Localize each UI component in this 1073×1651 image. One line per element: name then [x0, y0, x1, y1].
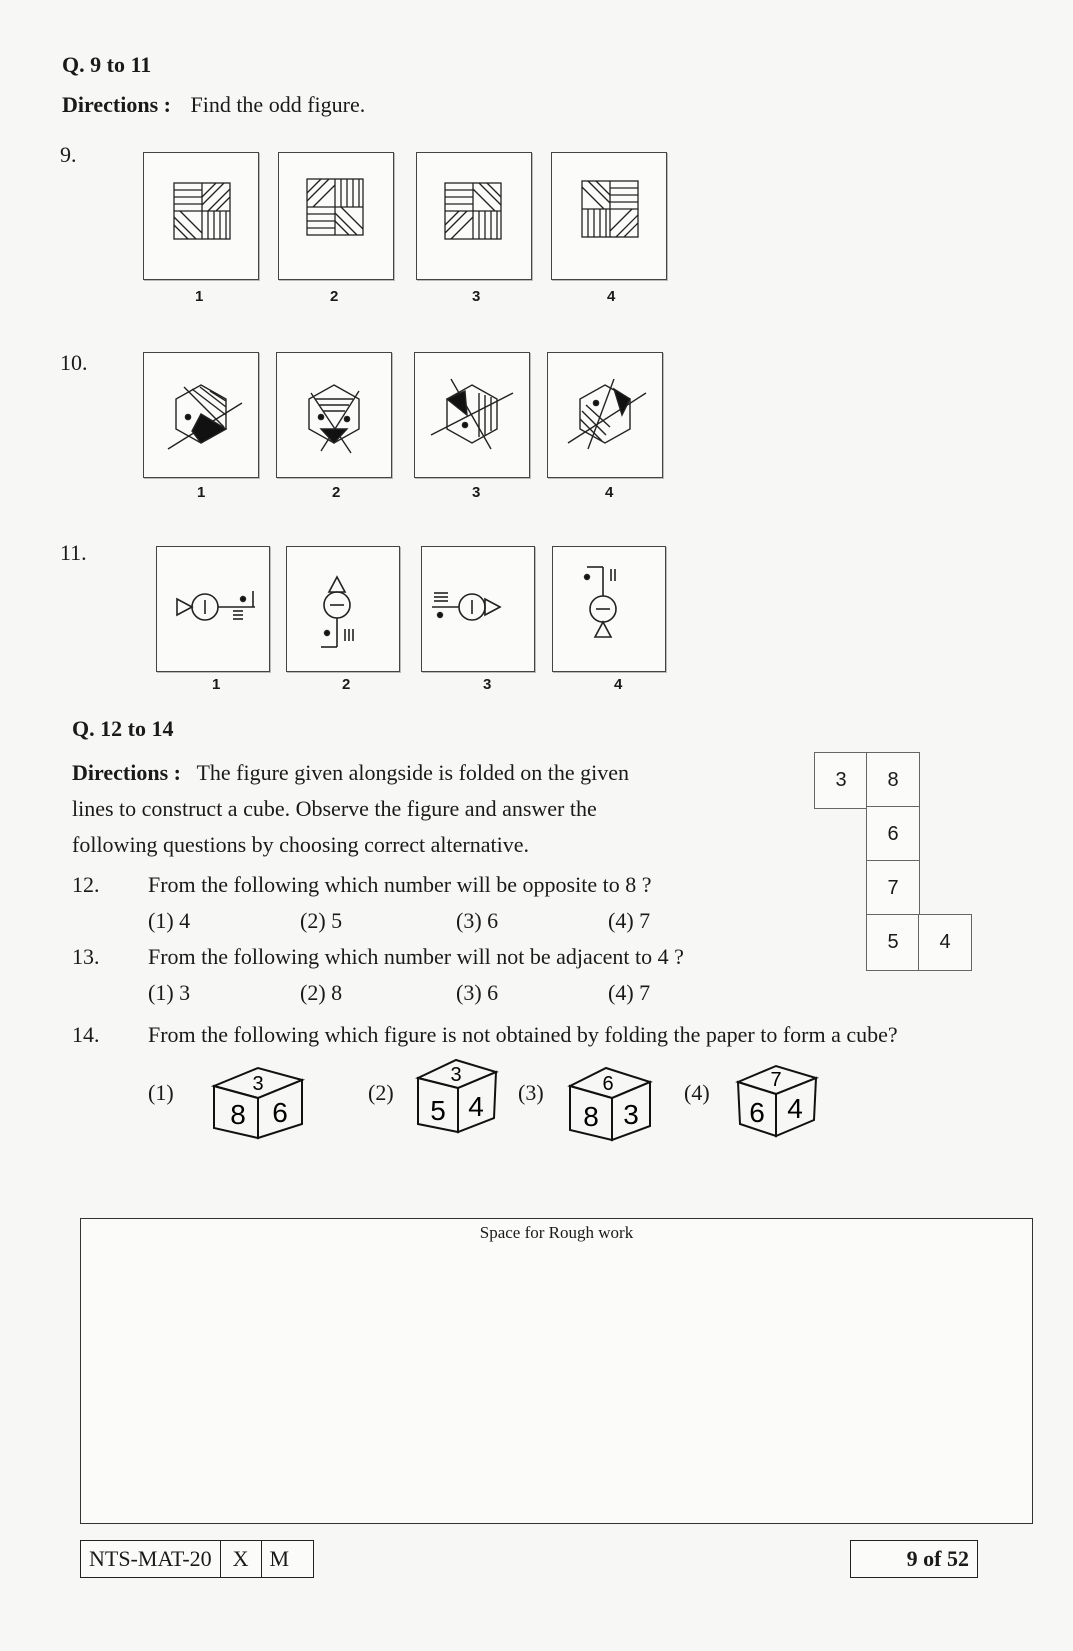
section-heading-9-11: Q. 9 to 11: [62, 52, 152, 77]
q14-option-3-label[interactable]: (3): [518, 1080, 544, 1105]
q12-number: 12.: [72, 872, 100, 897]
q11-label-1: 1: [212, 676, 221, 693]
net-cell-8: 8: [866, 752, 920, 809]
q11-number: 11.: [60, 540, 87, 565]
directions-line1-text: The figure given alongside is folded on the given: [196, 760, 630, 785]
q14-cube-4-top: 7: [770, 1069, 782, 1091]
directions-9-11: [62, 92, 365, 118]
rough-work-label: Space for Rough work: [479, 1223, 634, 1242]
page-number: 9 of 52: [906, 1546, 969, 1571]
directions-label: Directions :: [62, 92, 171, 117]
q14-option-2-label[interactable]: (2): [368, 1080, 394, 1105]
q10-number: 10.: [60, 350, 88, 375]
q10-label-3: 3: [472, 484, 481, 501]
net-cell-6: 6: [866, 806, 920, 863]
q14-option-1-label[interactable]: (1): [148, 1080, 174, 1105]
footer-code: NTS-MAT-20: [81, 1541, 221, 1577]
q14-cube-3-front: 8: [583, 1101, 599, 1132]
q14-cube-1-side: 6: [272, 1097, 288, 1128]
q10-figure-2: [276, 352, 392, 478]
q10-label-1: 1: [197, 484, 206, 501]
q9-number: 9.: [60, 142, 77, 167]
q13-text: From the following which number will not be adjacent to 4 ?: [148, 944, 684, 969]
directions-label-2: Directions :: [72, 760, 181, 785]
q9-figure-2: [278, 152, 394, 280]
q10-figure-1: [143, 352, 259, 478]
net-cell-7: 7: [866, 860, 920, 917]
q9-label-1: 1: [195, 288, 204, 305]
q11-figure-4: [552, 546, 666, 672]
q9-figure-3: [416, 152, 532, 280]
q12-option-2[interactable]: (2) 5: [300, 908, 343, 933]
q14-option-4-label[interactable]: (4): [684, 1080, 710, 1105]
q9-label-4: 4: [607, 288, 616, 305]
q14-cube-2[interactable]: [414, 1054, 500, 1140]
directions-12-14-line2: lines to construct a cube. Observe the figure and answer the: [72, 796, 597, 821]
q10-label-2: 2: [332, 484, 341, 501]
q12-option-1[interactable]: (1) 4: [148, 908, 191, 933]
q13-option-2[interactable]: (2) 8: [300, 980, 343, 1005]
q12-option-3[interactable]: (3) 6: [456, 908, 499, 933]
q14-cube-1-top: 3: [252, 1073, 264, 1095]
q11-label-3: 3: [483, 676, 492, 693]
q12-text: From the following which number will be opposite to 8 ?: [148, 872, 652, 897]
q11-figure-1: [156, 546, 270, 672]
q12-option-4[interactable]: (4) 7: [608, 908, 651, 933]
q9-figure-1: [143, 152, 259, 280]
q14-cube-2-front: 5: [430, 1095, 446, 1126]
footer-cell-m: M: [269, 1546, 290, 1571]
net-cell-5: 5: [866, 914, 920, 971]
q11-label-2: 2: [342, 676, 351, 693]
q13-option-4[interactable]: (4) 7: [608, 980, 651, 1005]
q14-cube-4-side: 4: [787, 1093, 803, 1124]
q14-cube-2-top: 3: [450, 1064, 462, 1086]
q14-cube-3-side: 3: [623, 1099, 639, 1130]
q14-cube-3[interactable]: [566, 1062, 654, 1144]
q9-label-3: 3: [472, 288, 481, 305]
footer-code-box: [80, 1540, 314, 1578]
footer-cell-x: X: [221, 1541, 262, 1577]
q14-cube-2-side: 4: [468, 1091, 484, 1122]
q10-figure-3: [414, 352, 530, 478]
q9-label-2: 2: [330, 288, 339, 305]
directions-12-14-line1: [72, 760, 629, 786]
q13-option-1[interactable]: (1) 3: [148, 980, 191, 1005]
q14-cube-1[interactable]: [210, 1060, 306, 1144]
net-cell-4: 4: [918, 914, 972, 971]
directions-12-14-line3: following questions by choosing correct alternative.: [72, 832, 529, 857]
q14-cube-4-front: 6: [749, 1097, 765, 1128]
q11-label-4: 4: [614, 676, 623, 693]
q13-number: 13.: [72, 944, 100, 969]
q10-figure-4: [547, 352, 663, 478]
q11-figure-2: [286, 546, 400, 672]
q10-label-4: 4: [605, 484, 614, 501]
footer-page-box: [850, 1540, 978, 1578]
q11-figure-3: [421, 546, 535, 672]
section-heading-12-14: Q. 12 to 14: [72, 716, 174, 741]
q14-text: From the following which figure is not obtained by folding the paper to form a cube?: [148, 1022, 898, 1047]
q14-number: 14.: [72, 1022, 100, 1047]
q9-figure-4: [551, 152, 667, 280]
q14-cube-1-front: 8: [230, 1099, 246, 1130]
q13-option-3[interactable]: (3) 6: [456, 980, 499, 1005]
q14-cube-4[interactable]: [734, 1058, 820, 1142]
rough-work-area[interactable]: [80, 1218, 1033, 1524]
q14-cube-3-top: 6: [602, 1073, 614, 1095]
directions-text: Find the odd figure.: [190, 92, 366, 117]
net-cell-3: 3: [814, 752, 868, 809]
